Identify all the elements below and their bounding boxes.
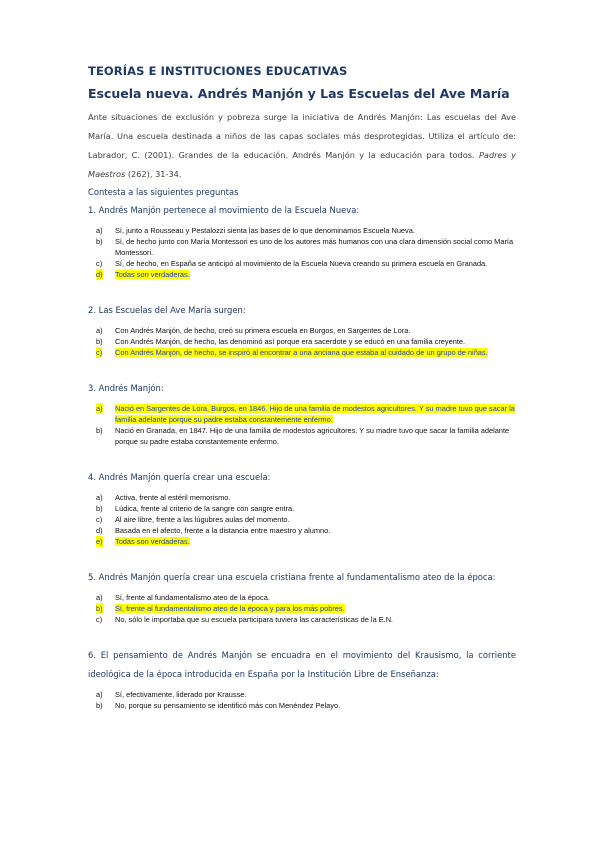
- option-text: Con Andrés Manjón, de hecho, creó su primera escuela en Burgos, en Sargentes de Lora.: [115, 326, 411, 335]
- option-letter: c): [96, 615, 103, 624]
- answer-options: [88, 492, 516, 547]
- answer-options: [88, 325, 516, 358]
- option-letter: a): [96, 226, 103, 235]
- journal-name: Padres y Maestros: [88, 150, 516, 179]
- intro-text: Ante situaciones de exclusión y pobreza surge la iniciativa de Andrés Manjón: Las escuelas del Ave María. Una escuela destinada a niños de las capas sociales más desprotegidas. Utiliza el artículo de: Labrador, C. (2001). Grandes de la educación. Andrés Manjón y la educación para todos.: [88, 112, 516, 160]
- instruction-text: Contesta a las siguientes preguntas: [88, 187, 239, 197]
- intro-reference: (262), 31-34.: [125, 169, 182, 179]
- option-text: Al aire libre, frente a las lúgubres aulas del momento.: [115, 515, 290, 524]
- option-letter: a): [96, 493, 103, 502]
- option-letter: d): [96, 270, 103, 279]
- document-subtitle: Escuela nueva. Andrés Manjón y Las Escuelas del Ave María: [88, 86, 510, 101]
- option-text: Nació en Sargentes de Lora, Burgos, en 1846. Hijo de una familia de modestos agricultores. Y su madre tuvo que sacar la familia adelante porque su padre estaba constantemente enfermo.: [115, 404, 515, 424]
- answer-option: [88, 425, 516, 447]
- option-text: Basada en el afecto, frente a la distancia entre maestro y alumno.: [115, 526, 331, 535]
- question-text: 2. Las Escuelas del Ave María surgen:: [88, 305, 246, 315]
- option-letter: b): [96, 701, 103, 710]
- question-text: 1. Andrés Manjón pertenece al movimiento de la Escuela Nueva:: [88, 205, 360, 215]
- option-letter: a): [96, 404, 103, 413]
- answer-option: [88, 236, 516, 258]
- answer-option: [88, 700, 516, 711]
- option-text: Con Andrés Manjón, de hecho, las denominó así porque era sacerdote y se educó en una familia creyente.: [115, 337, 466, 346]
- option-text: Lúdica, frente al criterio de la sangre con sangre entra.: [115, 504, 295, 513]
- option-letter: b): [96, 237, 103, 246]
- question-text: 3. Andrés Manjón:: [88, 383, 164, 393]
- answer-options: [88, 689, 516, 711]
- option-text: No, sólo le importaba que su escuela participara tuviera las características de la E.N.: [115, 615, 394, 624]
- questions-list: [88, 201, 516, 711]
- option-letter: b): [96, 337, 103, 346]
- intro-paragraph: [88, 108, 516, 184]
- question-text: 6. El pensamiento de Andrés Manjón se encuadra en el movimiento del Krausismo, la corriente ideológica de la época introducida en España por la Institución Libre de Enseñanza:: [88, 650, 516, 679]
- option-letter: b): [96, 604, 103, 613]
- option-letter: a): [96, 593, 103, 602]
- option-text: Nació en Granada, en 1847. Hijo de una familia de modestos agricultores. Y su madre tuvo que sacar la familia adelante porque su padre estaba constantemente enfermo.: [115, 426, 510, 446]
- question-text: 4. Andrés Manjón quería crear una escuela:: [88, 472, 271, 482]
- answer-option: [88, 492, 516, 503]
- option-letter: c): [96, 259, 103, 268]
- answer-option: [88, 336, 516, 347]
- option-text: Sí, junto a Rousseau y Pestalozzi sienta las bases de lo que denominamos Escuela Nueva.: [115, 226, 415, 235]
- answer-option-highlighted: [88, 269, 516, 280]
- answer-option: [88, 325, 516, 336]
- option-text: Sí, frente al fundamentalismo ateo de la época.: [115, 593, 270, 602]
- answer-option: [88, 525, 516, 536]
- answer-options: [88, 403, 516, 447]
- option-text: No, porque su pensamiento se identificó más con Menéndez Pelayo.: [115, 701, 341, 710]
- answer-option-highlighted: [88, 603, 516, 614]
- option-letter: c): [96, 348, 103, 357]
- option-letter: b): [96, 504, 103, 513]
- option-text: Activa, frente al estéril memorismo.: [115, 493, 231, 502]
- answer-option-highlighted: [88, 347, 516, 358]
- answer-option: [88, 258, 516, 269]
- document-page: [88, 64, 516, 732]
- option-text: Todas son verdaderas.: [115, 270, 190, 279]
- answer-option-highlighted: [88, 536, 516, 547]
- answer-option: [88, 614, 516, 625]
- option-letter: b): [96, 426, 103, 435]
- answer-option: [88, 503, 516, 514]
- option-text: Sí, efectivamente, liderado por Krausse.: [115, 690, 247, 699]
- answer-options: [88, 225, 516, 280]
- answer-option: [88, 225, 516, 236]
- option-letter: d): [96, 526, 103, 535]
- answer-option: [88, 689, 516, 700]
- option-letter: a): [96, 326, 103, 335]
- answer-option: [88, 592, 516, 603]
- answer-option: [88, 514, 516, 525]
- answer-option-highlighted: [88, 403, 516, 425]
- option-text: Con Andrés Manjón, de hecho, se inspiró al encontrar a una anciana que estaba al cuidado de un grupo de niñas.: [115, 348, 488, 357]
- question-text: 5. Andrés Manjón quería crear una escuela cristiana frente al fundamentalismo ateo de la época:: [88, 572, 496, 582]
- answer-options: [88, 592, 516, 625]
- option-letter: e): [96, 537, 103, 546]
- option-text: Sí, de hecho junto con María Montessori es uno de los autores más humanos con una clara dimensión social como María Montessori.: [115, 237, 514, 257]
- option-letter: a): [96, 690, 103, 699]
- option-text: Sí, de hecho, en España se anticipó al movimiento de la Escuela Nueva creando su primera escuela en Granada.: [115, 259, 488, 268]
- option-letter: c): [96, 515, 103, 524]
- option-text: Todas son verdaderas.: [115, 537, 190, 546]
- option-text: Sí, frente al fundamentalismo ateo de la época y para los más pobres.: [115, 604, 345, 613]
- document-title: TEORÍAS E INSTITUCIONES EDUCATIVAS: [88, 64, 348, 78]
